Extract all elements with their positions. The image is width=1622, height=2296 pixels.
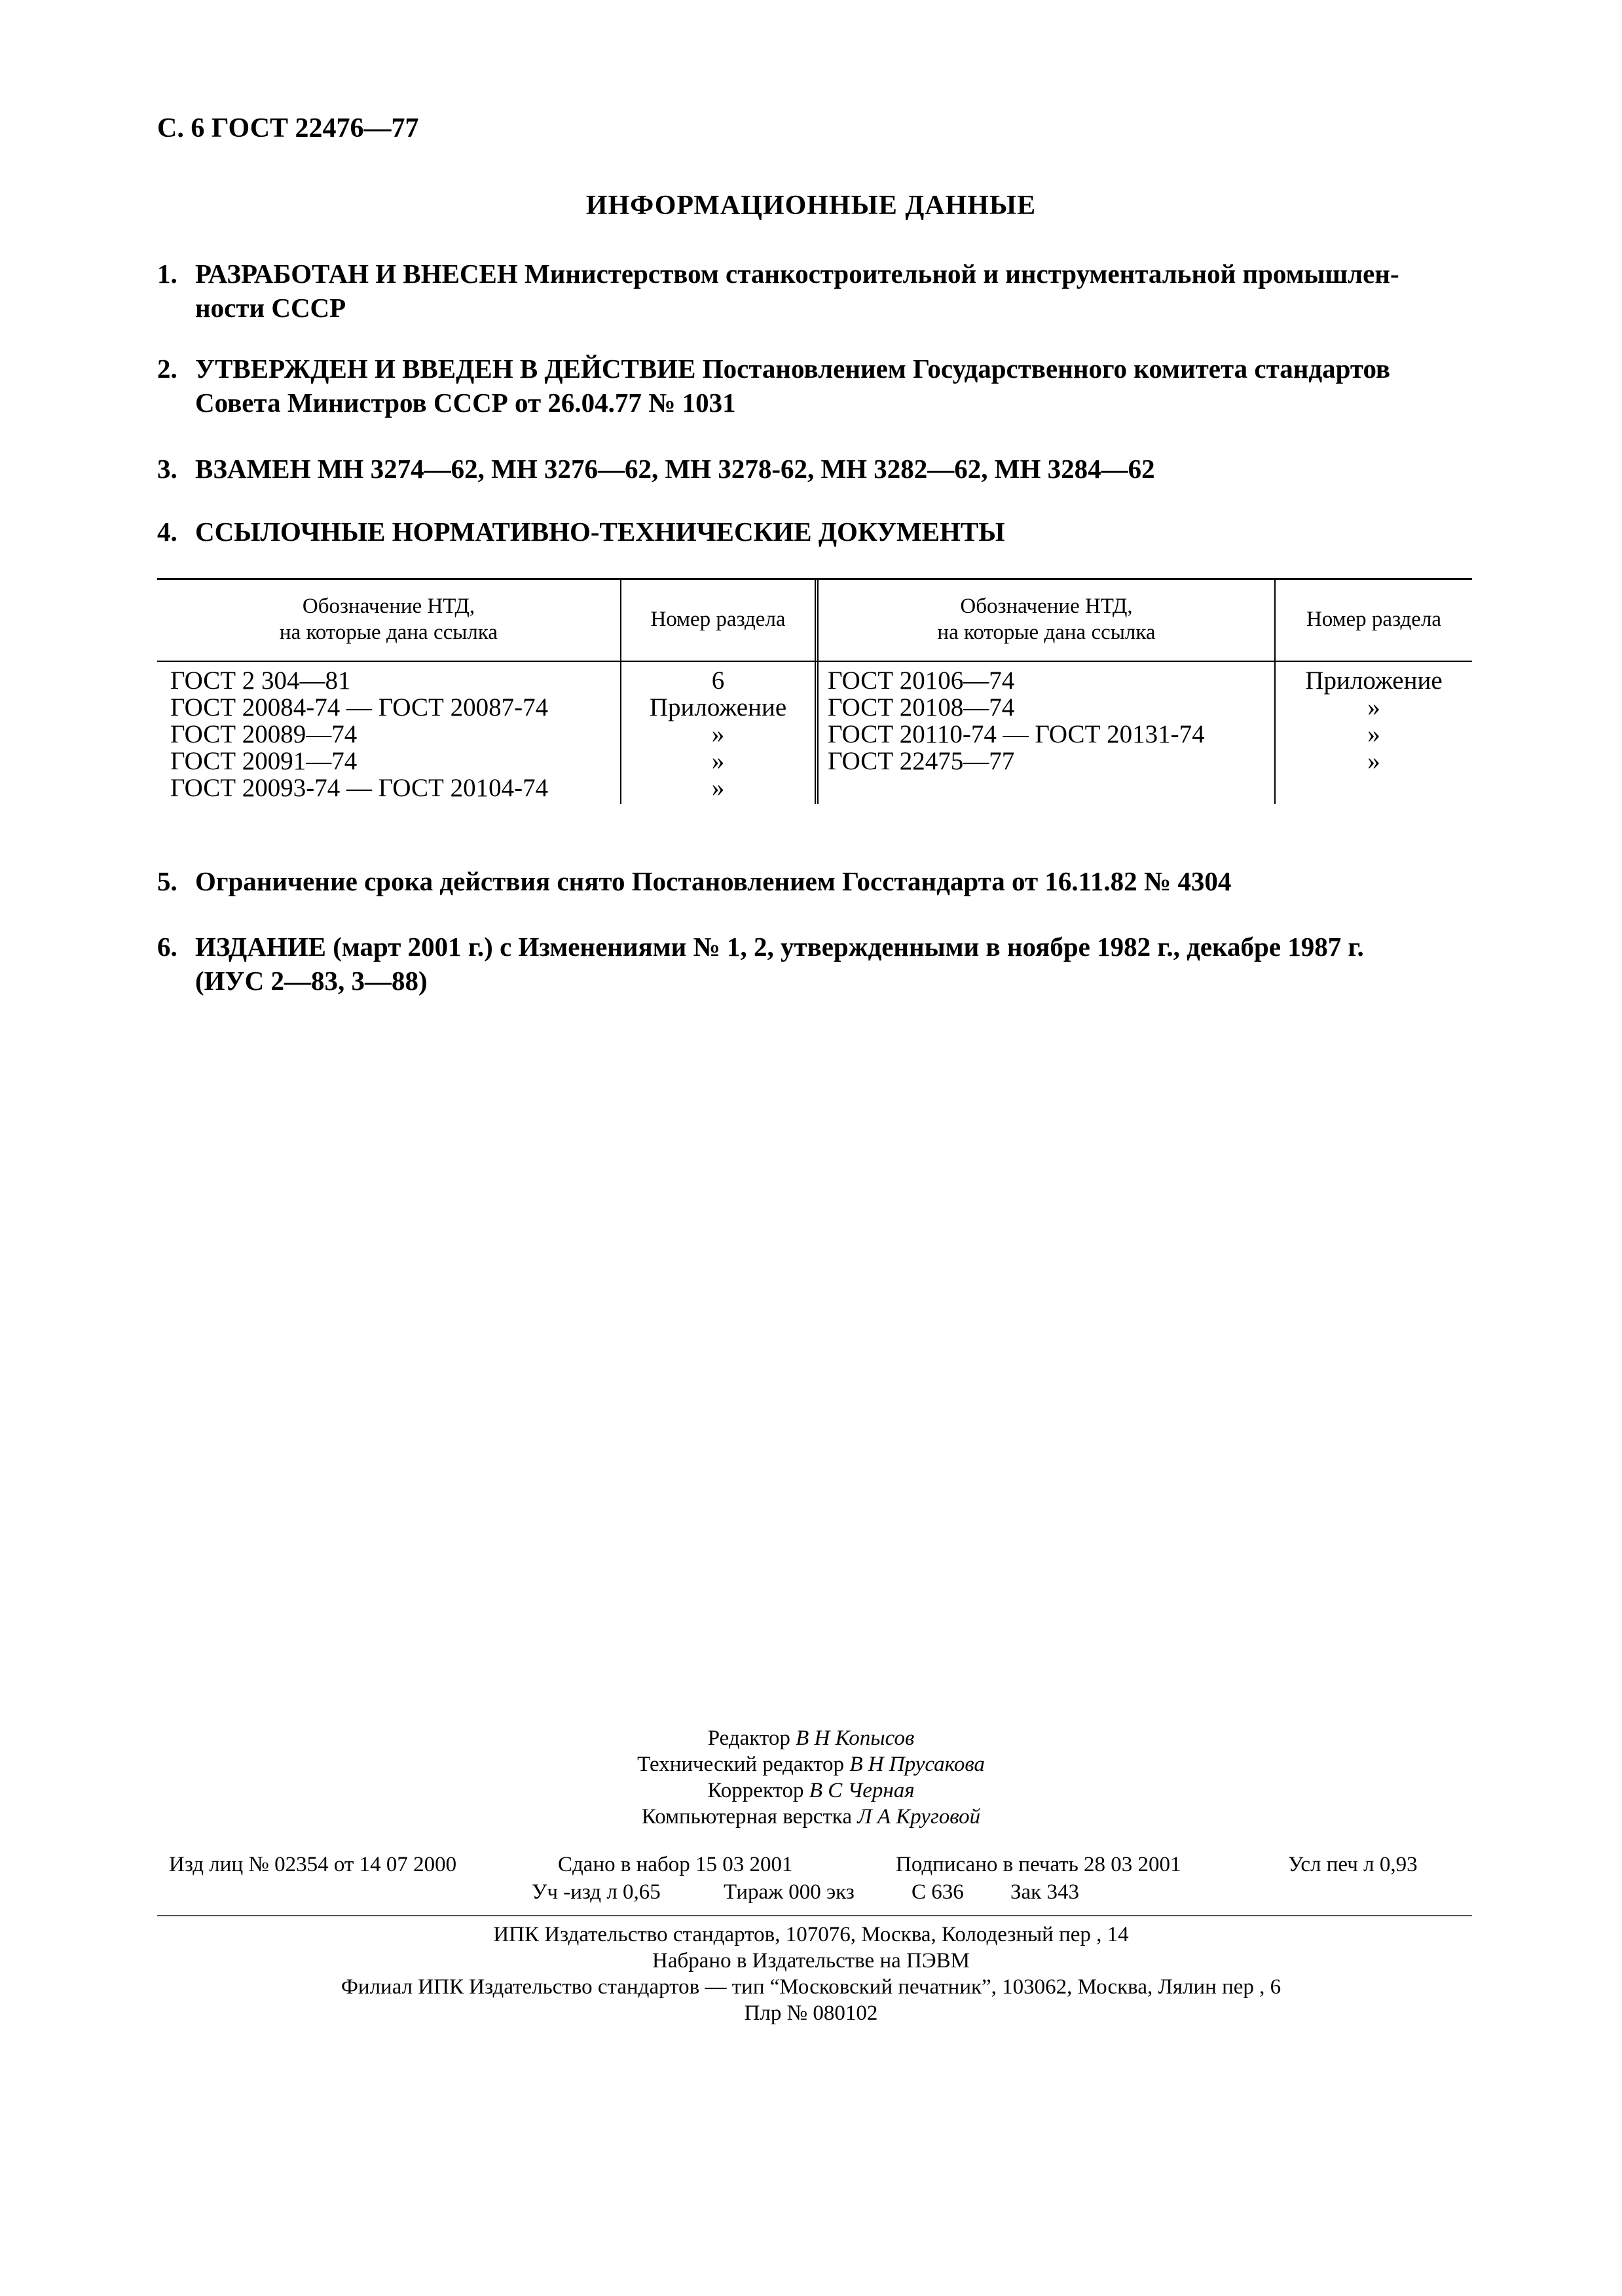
item-number: 3.: [157, 454, 177, 484]
table-cell: Приложение: [649, 693, 787, 721]
credit-line: Технический редактор В Н Прусакова: [637, 1753, 985, 1776]
imprint-pub-sheets: Уч -изд л 0,65: [532, 1880, 661, 1904]
info-item-6: [157, 930, 1467, 998]
header-designation-left: Обозначение НТД, на которые дана ссылка: [279, 594, 498, 644]
item-text: Ограничение срока действия снято Постановлением Госстандарта от 16.11.82 № 4304: [195, 866, 1232, 896]
table-cell: Приложение: [1305, 666, 1443, 695]
credit-line: Редактор В Н Копысов: [707, 1726, 915, 1750]
section-title: ИНФОРМАЦИОННЫЕ ДАННЫЕ: [585, 191, 1037, 221]
imprint-order: Зак 343: [1010, 1880, 1079, 1904]
table-cell: ГОСТ 20089—74: [170, 720, 358, 748]
imprint-signed: Подписано в печать 28 03 2001: [896, 1853, 1181, 1876]
imprint-rule: [157, 1915, 1472, 1916]
table-cell: »: [711, 774, 725, 802]
item-number: 6.: [157, 932, 177, 962]
right-docs-column: [828, 667, 1273, 774]
item-text: ИЗДАНИЕ (март 2001 г.) с Изменениями № 1, 2, утвержденными в ноябре 1982 г., декабре 1987 г. (ИУС 2—83, 3—88): [195, 932, 1364, 996]
info-item-1: [157, 257, 1467, 325]
item-number: 5.: [157, 866, 177, 896]
publisher-line: ИПК Издательство стандартов, 107076, Москва, Колодезный пер , 14: [493, 1923, 1129, 1946]
header-designation-right: Обозначение НТД, на которые дана ссылка: [937, 594, 1156, 644]
table-cell: ГОСТ 2 304—81: [170, 666, 351, 695]
info-item-2: [157, 352, 1467, 420]
credit-line: Компьютерная верстка Л А Круговой: [641, 1805, 981, 1829]
table-cell: »: [1367, 693, 1380, 721]
item-text: ВЗАМЕН МН 3274—62, МН 3276—62, МН 3278-62, МН 3282—62, МН 3284—62: [195, 454, 1155, 484]
header-section-left: Номер раздела: [650, 608, 786, 631]
publisher-line: Филиал ИПК Издательство стандартов — тип “Московский печатник”, 103062, Москва, Лялин пер , 6: [341, 1975, 1281, 1999]
table-cell: ГОСТ 20084-74 — ГОСТ 20087-74: [170, 693, 549, 721]
publisher-line: Плр № 080102: [744, 2001, 878, 2025]
table-cell: ГОСТ 20091—74: [170, 747, 358, 775]
table-cell: »: [711, 720, 725, 748]
item-text: УТВЕРЖДЕН И ВВЕДЕН В ДЕЙСТВИЕ Постановлением Государственного комитета стандартов Совета Министров СССР от 26.04.77 № 1031: [195, 354, 1391, 418]
item-number: 2.: [157, 354, 177, 384]
table-cell: 6: [711, 666, 725, 695]
publisher-line: Набрано в Издательстве на ПЭВМ: [652, 1949, 970, 1973]
left-sections-column: [621, 667, 815, 801]
table-cell: ГОСТ 20110-74 — ГОСТ 20131-74: [828, 720, 1205, 748]
item-text: ССЫЛОЧНЫЕ НОРМАТИВНО-ТЕХНИЧЕСКИЕ ДОКУМЕНТЫ: [195, 517, 1005, 547]
right-sections-column: [1276, 667, 1472, 774]
table-cell: »: [1367, 747, 1380, 775]
imprint-run: Тираж 000 экз: [724, 1880, 855, 1904]
imprint-sent: Сдано в набор 15 03 2001: [558, 1853, 793, 1876]
item-number: 1.: [157, 259, 177, 289]
table-cell: »: [1367, 720, 1380, 748]
reference-documents-table: [157, 578, 1472, 804]
item-text: РАЗРАБОТАН И ВНЕСЕН Министерством станкостроительной и инструментальной промышлен- ности СССР: [195, 259, 1399, 323]
info-item-5: [157, 864, 1467, 898]
credit-line: Корректор В С Черная: [707, 1779, 915, 1802]
table-cell: ГОСТ 20108—74: [828, 693, 1015, 721]
table-cell: ГОСТ 22475—77: [828, 747, 1015, 775]
info-item-3: [157, 452, 1467, 486]
table-cell: »: [711, 747, 725, 775]
item-number: 4.: [157, 517, 177, 547]
imprint-code: С 636: [912, 1880, 964, 1904]
page-header: С. 6 ГОСТ 22476—77: [157, 113, 419, 143]
left-docs-column: [170, 667, 616, 801]
header-section-right: Номер раздела: [1306, 608, 1442, 631]
table-cell: ГОСТ 20106—74: [828, 666, 1015, 695]
imprint-print-sheets: Усл печ л 0,93: [1288, 1853, 1418, 1876]
credits-block: [0, 1725, 1622, 1830]
imprint-license: Изд лиц № 02354 от 14 07 2000: [169, 1853, 457, 1876]
publisher-block: [0, 1922, 1622, 2026]
info-item-4: [157, 515, 1467, 549]
table-cell: ГОСТ 20093-74 — ГОСТ 20104-74: [170, 774, 549, 802]
